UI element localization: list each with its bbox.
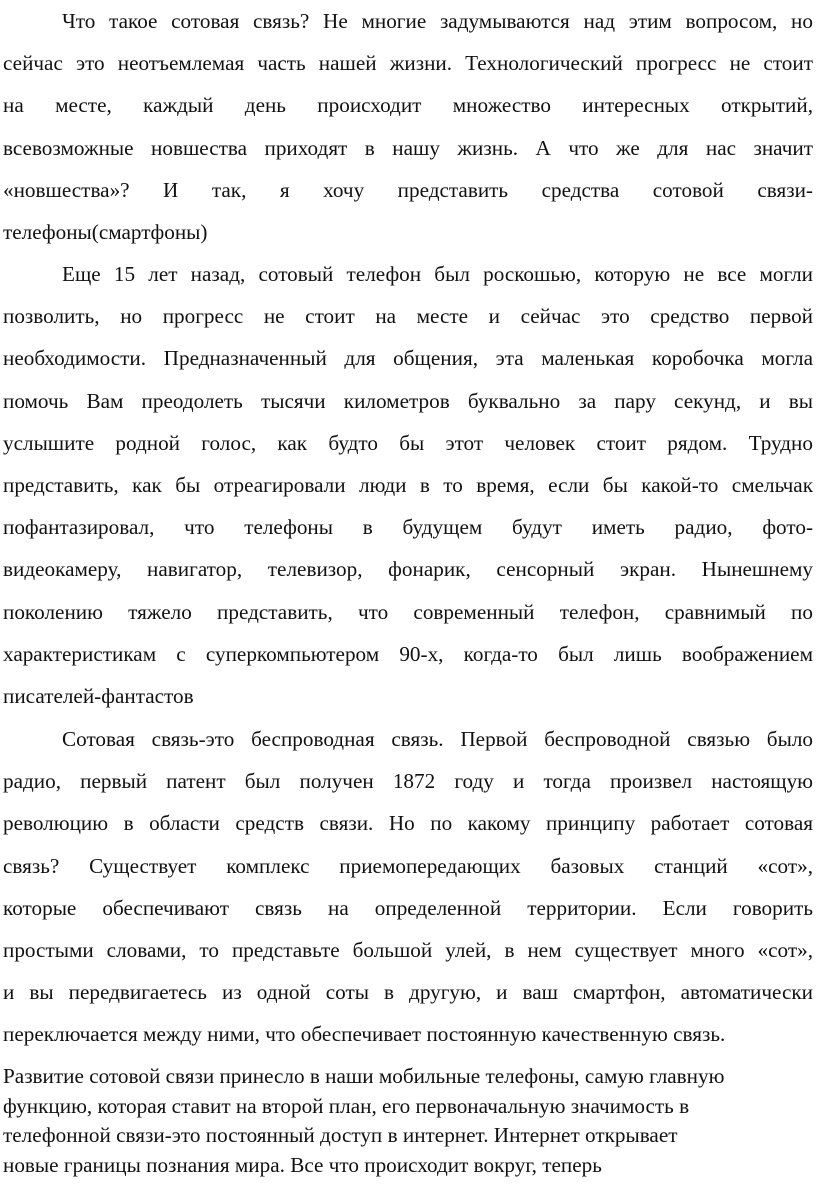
text-line: поколению тяжело представить, что современный телефон, сравнимый по — [3, 599, 813, 624]
text-line: всевозможные новшества приходят в нашу жизнь. А что же для нас значит — [3, 135, 813, 160]
paragraph-2 — [3, 253, 813, 717]
text-line: Сотовая связь-это беспроводная связь. Первой беспроводной связью было — [62, 727, 813, 751]
text-line: на месте, каждый день происходит множество интересных открытий, — [3, 93, 813, 118]
text-line: пофантазировал, что телефоны в будущем будут иметь радио, фото- — [3, 515, 813, 540]
text-line: представить, как бы отреагировали люди в то время, если бы какой-то смельчак — [3, 472, 813, 497]
text-line: связь? Существует комплекс приемопередающих базовых станций «сот», — [3, 853, 813, 878]
text-line: радио, первый патент был получен 1872 году и тогда произвел настоящую — [3, 769, 813, 794]
text-line: видеокамеру, навигатор, телевизор, фонарик, сенсорный экран. Нынешнему — [3, 557, 813, 582]
text-line: и вы передвигаетесь из одной соты в другую, и ваш смартфон, автоматически — [3, 980, 813, 1005]
text-line: функцию, которая ставит на второй план, его первоначальную значимость в — [3, 1093, 690, 1118]
text-line: которые обеспечивают связь на определенной территории. Если говорить — [3, 895, 813, 920]
text-line: писателей-фантастов — [3, 683, 194, 708]
text-line: переключается между ними, что обеспечивает постоянную качественную связь. — [3, 1022, 726, 1047]
text-line: необходимости. Предназначенный для общения, эта маленькая коробочка могла — [3, 346, 813, 371]
text-line: Развитие сотовой связи принесло в наши мобильные телефоны, самую главную — [3, 1064, 725, 1088]
text-line: революцию в области средств связи. Но по какому принципу работает сотовая — [3, 811, 813, 836]
paragraph-4 — [3, 1062, 813, 1180]
text-line: характеристикам с суперкомпьютером 90-х, когда-то был лишь воображением — [3, 641, 813, 666]
text-line: позволить, но прогресс не стоит на месте и сейчас это средство первой — [3, 304, 813, 329]
text-line: «новшества»? И так, я хочу представить средства сотовой связи- — [3, 177, 813, 202]
paragraph-1 — [3, 0, 813, 253]
text-line: новые границы познания мира. Все что происходит вокруг, теперь — [3, 1152, 602, 1177]
text-line: Что такое сотовая связь? Не многие задумываются над этим вопросом, но — [62, 9, 813, 33]
text-line: услышите родной голос, как будто бы этот человек стоит рядом. Трудно — [3, 430, 813, 455]
text-line: телефоны(смартфоны) — [3, 219, 208, 244]
text-line: телефонной связи-это постоянный доступ в интернет. Интернет открывает — [3, 1123, 678, 1147]
text-line: сейчас это неотъемлемая часть нашей жизни. Технологический прогресс не стоит — [3, 51, 813, 76]
text-line: помочь Вам преодолеть тысячи километров буквально за пару секунд, и вы — [3, 388, 813, 413]
text-line: Еще 15 лет назад, сотовый телефон был роскошью, которую не все могли — [62, 262, 813, 286]
paragraph-3 — [3, 718, 813, 1056]
text-line: простыми словами, то представьте большой улей, в нем существует много «сот», — [3, 937, 813, 962]
